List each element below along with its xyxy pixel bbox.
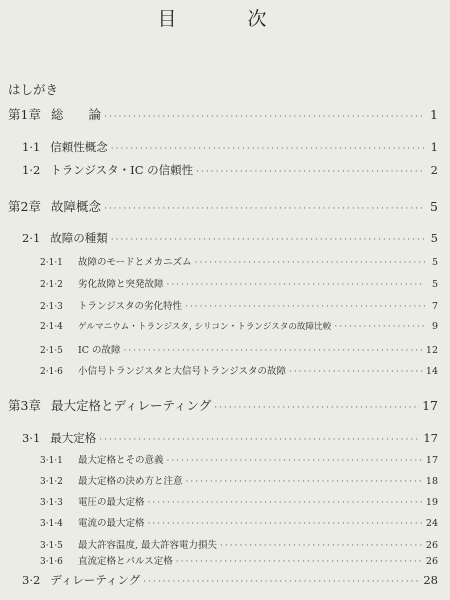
toc-entry-number: 1·2 [22, 163, 41, 177]
toc-entry-number: 2·1·5 [40, 346, 63, 356]
toc-leader-dots [167, 456, 423, 466]
toc-entry-page: 26 [425, 556, 438, 567]
toc-entry-number: 3·1·2 [40, 477, 63, 487]
toc-entry-page: 2 [430, 163, 438, 177]
toc-leader-dots [124, 346, 423, 356]
toc-entry-page: 7 [431, 301, 438, 312]
toc-entry-page: 26 [425, 540, 438, 551]
toc-leader-dots [167, 280, 425, 290]
toc-leader-dots [111, 144, 425, 154]
toc-entry-page: 5 [431, 257, 438, 268]
page-title: 目 次 [157, 8, 293, 30]
toc-entry-title: 故障のモードとメカニズム [78, 257, 192, 268]
toc-entry-section [22, 139, 438, 155]
toc-entry-page: 19 [425, 497, 438, 508]
toc-entry-subsection [40, 254, 438, 268]
toc-entry-title: 故障の種類 [50, 231, 108, 245]
toc-entry-page: 17 [425, 455, 438, 466]
toc-leader-dots [214, 403, 419, 413]
toc-entry-title: 小信号トランジスタと大信号トランジスタの故障 [78, 366, 286, 377]
toc-entry-number: 2·1·6 [40, 367, 63, 377]
toc-entry-number: 第2章 [8, 199, 41, 214]
toc-leader-dots [220, 541, 423, 551]
toc-entry-subsection [40, 298, 438, 312]
toc-entry-chapter [8, 197, 438, 215]
toc-entry-number: 第3章 [8, 398, 41, 413]
toc-entry-title: 故障概念 [50, 199, 101, 214]
toc-leader-dots [148, 498, 423, 508]
toc-entry-page: 12 [425, 345, 438, 356]
toc-leader-dots [186, 477, 423, 487]
toc-entry-page: 28 [423, 573, 438, 587]
toc-entry-subsection [40, 342, 438, 356]
toc-entry-page: 5 [430, 199, 438, 214]
toc-entry-number: 2·1·4 [40, 322, 63, 332]
toc-entry-title: 電流の最大定格 [78, 518, 145, 529]
toc-entry-number: 3·1·1 [40, 456, 63, 466]
toc-entry-title: 最大許容温度, 最大許容電力損失 [78, 540, 218, 551]
toc-entry-page: 17 [423, 431, 438, 445]
toc-entry-title: 電圧の最大定格 [78, 497, 145, 508]
toc-entry-number: 3·1·3 [40, 498, 63, 508]
toc-leader-dots [176, 557, 423, 567]
toc-leader-dots [143, 577, 420, 587]
toc-entry-subsection [40, 452, 438, 466]
toc-entry-title: 最大定格 [50, 431, 97, 445]
toc-entry-title: 信頼性概念 [50, 140, 108, 154]
toc-entry-subsection [40, 537, 438, 551]
toc-entry-title: 最大定格とディレーティング [50, 398, 212, 413]
toc-entry-section [22, 162, 438, 178]
toc-entry-subsection [40, 473, 438, 487]
toc-entry-section [22, 230, 438, 246]
toc-entry-subsection [40, 276, 438, 290]
toc-entry-number: 2·1·3 [40, 302, 63, 312]
toc-entry-number: 1·1 [22, 140, 41, 154]
toc-leader-dots [196, 167, 425, 177]
toc-entry-title: 最大定格の決め方と注意 [78, 476, 183, 487]
toc-entry-subsection [40, 320, 438, 332]
toc-leader-dots [104, 204, 425, 214]
toc-entry-subsection [40, 494, 438, 508]
toc-entry-page: 1 [430, 140, 438, 154]
toc-entry-section [22, 572, 438, 588]
toc-entry-subsection [40, 515, 438, 529]
toc-entry-title: ディレーティング [50, 573, 141, 587]
toc-entry-title: トランジスタ・IC の信頼性 [50, 163, 194, 177]
toc-leader-dots [289, 367, 423, 377]
toc-entry-page: 17 [422, 398, 438, 413]
toc-entry-subsection [40, 363, 438, 377]
toc-entry-page: 9 [431, 321, 438, 332]
toc-entry-section [22, 430, 438, 446]
toc-leader-dots [99, 435, 420, 445]
toc-entry-number: 2·1·1 [40, 258, 63, 268]
toc-entry-number: 3·1·6 [40, 557, 63, 567]
toc-leader-dots [111, 235, 425, 245]
toc-entry-number: 3·1·5 [40, 541, 63, 551]
toc-entry-number: 2·1 [22, 231, 41, 245]
toc-entry-page: 1 [430, 107, 438, 122]
toc-entry-page: 24 [425, 518, 438, 529]
toc-entry-subsection [40, 553, 438, 567]
toc-entry-title: トランジスタの劣化特性 [78, 301, 182, 312]
toc-entry-title: IC の故障 [78, 345, 121, 356]
toc-entry-number: 3·1·4 [40, 519, 63, 529]
toc-entry-title: 最大定格とその意義 [78, 455, 164, 466]
toc-entry-chapter [8, 105, 438, 123]
toc-preface-label: はしがき [8, 82, 59, 97]
toc-leader-dots [185, 302, 425, 312]
toc-leader-dots [148, 519, 423, 529]
toc-entry-number: 第1章 [8, 107, 41, 122]
toc-entry-number: 3·2 [22, 573, 41, 587]
toc-entry-page: 14 [425, 366, 438, 377]
toc-entry-chapter [8, 396, 438, 414]
toc-entry-title: 劣化故障と突発故障 [78, 279, 164, 290]
toc-entry-page: 18 [425, 476, 438, 487]
toc-leader-dots [334, 322, 425, 332]
toc-leader-dots [195, 258, 425, 268]
toc-entry-title: 総 論 [50, 107, 101, 122]
toc-entry-number: 3·1 [22, 431, 41, 445]
toc-preface [8, 80, 58, 98]
toc-entry-page: 5 [431, 279, 438, 290]
toc-entry-title: 直流定格とパルス定格 [78, 556, 173, 567]
toc-entry-number: 2·1·2 [40, 280, 63, 290]
toc-leader-dots [104, 112, 425, 122]
toc-entry-page: 5 [430, 231, 438, 245]
toc-entry-title: ゲルマニウム・トランジスタ, シリコン・トランジスタの故障比較 [78, 322, 332, 332]
